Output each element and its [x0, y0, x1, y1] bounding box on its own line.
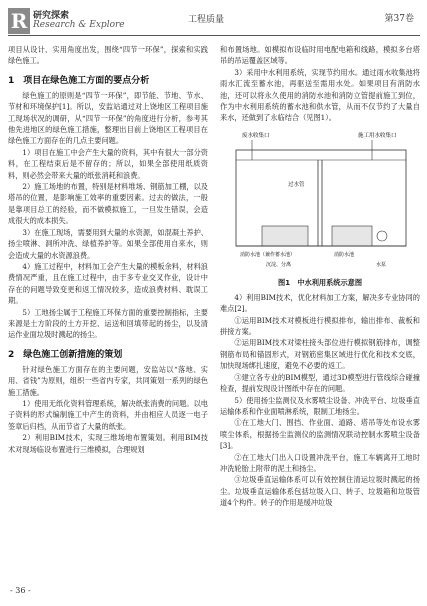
label-fire-pool-storage: 消防水池（兼作蓄水池）	[240, 251, 296, 258]
label-pipe: 过水管	[288, 181, 305, 188]
label-sediment: 沉淀、分离	[266, 261, 292, 268]
intro-text: 项目从设计、实用角度出发，围绕“四节一环保”，探索和实践绿色施工。	[8, 45, 208, 66]
journal-title: 工程质量	[188, 15, 225, 25]
paragraph: 5）工地扬尘属于工程施工环保方面的重要控制指标，主要来源是土方阶段的土方开挖、运送和回填带起的扬尘，以及清运作业面垃圾时溅起的扬尘。	[8, 307, 208, 340]
paragraph: 2）施工场地的布置，特别是材料堆场、钢筋加工棚，以及塔吊的位置，是影响施工效率的重要因素。过去的做法，一般是靠项目总工的经验，而不做模拟施工，一旦发生错误，会造成很大的成本损失。	[8, 182, 208, 226]
water-system-diagram	[222, 126, 418, 276]
volume-label: 第37卷	[384, 14, 414, 24]
paragraph: ①在工地大门、围挡、作业面、道路、塔吊等处布设水雾喷尘体系，根据扬尘监测仪的监测情况联动控制水雾喷尘设备[3]。	[220, 418, 420, 451]
paragraph: 针对绿色施工方面存在的主要问题，安监站以“落地、实用、省钱”为原则，组织一些省内专家，共同策划一系列的绿色施工措施。	[8, 364, 208, 397]
label-fire-pool: 消防水池	[334, 251, 355, 258]
paragraph: ③垃圾垂直运输体系可以有效控制住清运垃圾时溅起的扬尘。垃圾垂直运输体系包括垃圾入口、转子、垃圾箱和垃圾管道4个构件。转子的作用是缓冲垃圾	[220, 475, 420, 508]
journal-logo: R	[8, 8, 30, 34]
paragraph: 2）利用BIM技术，实现三维场地布置策划。利用BIM技术对现场临设布置进行三维模拟，合理规划	[8, 433, 208, 454]
paragraph: 和布置场地。如模拟布设临时用电配电箱和线路，模拟多台塔吊的吊运覆盖区域等。	[220, 45, 420, 66]
paragraph: 1）项目在施工中会产生大量的资料，其中有很大一部分资料，在工程结束后是不留存的；所以，如果全部使用纸质资料，则必然会带来大量的纸张消耗和浪费。	[8, 147, 208, 180]
label-waste-collector: 废水收集口	[242, 132, 270, 139]
header-divider	[8, 35, 420, 36]
section-2-title: 2 绿色施工创新措施的策划	[8, 349, 123, 360]
paragraph: 绿色施工的原则是“四节一环保”，即节能、节地、节水、节材和环境保护[1]。所以，安监站通过对上饶地区工程项目施工现场状况的调研，从“四节一环保”的角度进行分析，参考其他先进地区的绿色施工措施，整理出目前上饶地区工程项目在绿色施工方面存在的几点主要问题。	[8, 90, 208, 146]
paragraph: ③建立各专业的BIM模型，通过3D模型进行管线综合碰撞检查，提前发现设计图纸中存在的问题。	[220, 372, 420, 394]
paragraph: 1）使用无纸化资料管理系统，解决纸张消费的问题。以电子资料的形式编制施工中产生的资料，并由相应人员逐一电子签章后归档，从而节省了大量的纸张。	[8, 398, 208, 431]
section-name: 研究探索	[33, 11, 70, 21]
label-pump: 水泵	[376, 261, 387, 268]
paragraph: ②在工地大门出入口设置冲洗平台，施工车辆离开工地时冲洗轮胎上附带的泥土和扬尘。	[220, 452, 420, 473]
paragraph: 5）使用扬尘监测仪及水雾喷尘设备、冲洗平台、垃圾垂直运输体系和作业面喷淋系统，限制工地扬尘。	[220, 395, 420, 416]
paragraph: 4）利用BIM技术，优化材料加工方案，解决多专业协同的难点[2]。	[220, 292, 420, 314]
figure-water-system	[222, 126, 418, 276]
paragraph: ①运用BIM技术对模板进行模拟排布，输出排布、裁板和拼接方案。	[220, 315, 420, 337]
paragraph: ②运用BIM技术对梁柱接头部位进行模拟钢筋排布，调整钢筋布局和锚固形式，对钢筋密集区域进行优化和技术交底，加快现场绑扎速度，避免不必要的返工。	[220, 338, 420, 371]
left-column	[8, 44, 208, 455]
right-column	[220, 44, 420, 509]
label-site-water-collector: 施工用水收集口	[358, 132, 397, 139]
paragraph: 4）施工过程中，材料加工会产生大量的模板余料，材料浪费情况严重，且在施工过程中，由于多专业交叉作业，设计中存在的问题导致变更和返工情况较多，造成浪费材料、耽误工期。	[8, 261, 208, 306]
figure-caption: 图1 中水利用系统示意图	[277, 277, 363, 287]
section-1-title: 1 项目在绿色施工方面的要点分析	[8, 75, 150, 86]
section-name-en: Research & Explore	[33, 20, 125, 30]
page-number: - 36 -	[10, 586, 31, 595]
paragraph: 3）在施工现场，需要用到大量的水资源，如混凝土养护、扬尘喷淋、洞所冲洗、绿植养护等。如果全部使用自来水，则会造成大量的水资源浪费。	[8, 227, 208, 260]
paragraph: 3）采用中水利用系统，实现节约用水。通过雨水收集池将雨水汇流至蓄水池，再驱送至需用水处。如果项目有消防水池，还可以将永久使用的消防水池和消防立管提前施工到位，作为中水利用系统的蓄水池和供水管，从而不仅节约了大量自来水，还做到了永临结合（见图1）。	[220, 67, 420, 123]
